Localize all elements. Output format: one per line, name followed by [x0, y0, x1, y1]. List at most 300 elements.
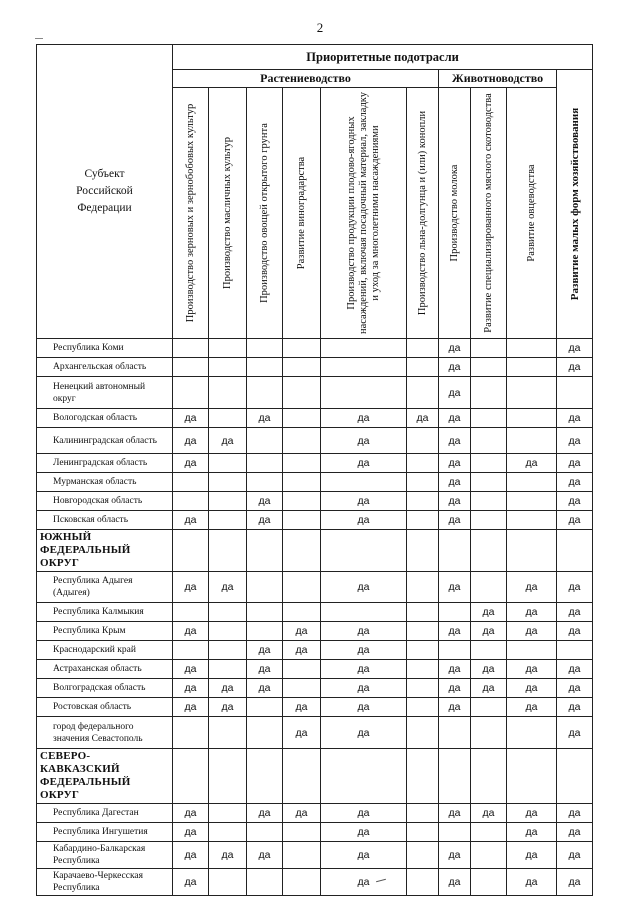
region-name: Астраханская область	[37, 660, 173, 679]
value-cell	[407, 473, 439, 492]
value-cell	[557, 377, 593, 409]
value-cell: да	[321, 511, 407, 530]
value-cell	[209, 409, 247, 428]
value-cell: да	[507, 698, 557, 717]
value-cell: да	[507, 603, 557, 622]
value-cell	[283, 511, 321, 530]
priority-subsectors-table	[36, 44, 593, 896]
value-cell	[407, 339, 439, 358]
value-cell	[209, 492, 247, 511]
value-cell: да	[471, 603, 507, 622]
table-row	[37, 622, 593, 641]
value-cell: да	[439, 698, 471, 717]
value-cell	[209, 717, 247, 749]
value-cell: да	[439, 454, 471, 473]
value-cell: да	[209, 842, 247, 869]
region-name: город федерального значения Севастополь	[37, 717, 173, 749]
value-cell: да	[173, 409, 209, 428]
value-cell	[321, 603, 407, 622]
value-cell	[283, 603, 321, 622]
table-row	[37, 511, 593, 530]
value-cell: да	[439, 622, 471, 641]
value-cell: да	[439, 358, 471, 377]
priority-subsectors-header: Приоритетные подотрасли	[173, 45, 593, 70]
value-cell	[471, 823, 507, 842]
column-header-text: Производство продукции плодово-ягодных насаждений, включая посадочный материал, закладку и уход за многолетними насаждениями	[345, 92, 381, 335]
value-cell	[283, 454, 321, 473]
value-cell	[247, 717, 283, 749]
value-cell	[283, 492, 321, 511]
value-cell: да	[471, 679, 507, 698]
value-cell: да	[557, 622, 593, 641]
value-cell	[507, 717, 557, 749]
value-cell	[173, 717, 209, 749]
value-cell: да	[439, 804, 471, 823]
value-cell: да	[209, 679, 247, 698]
value-cell	[321, 339, 407, 358]
region-name: Архангельская область	[37, 358, 173, 377]
value-cell: да	[507, 572, 557, 603]
value-cell: да	[507, 454, 557, 473]
value-cell	[283, 428, 321, 454]
value-cell: да	[247, 660, 283, 679]
table-row	[37, 454, 593, 473]
value-cell	[439, 749, 471, 804]
column-header-2	[209, 88, 247, 339]
value-cell	[407, 698, 439, 717]
value-cell	[209, 454, 247, 473]
value-cell: да	[439, 869, 471, 896]
region-name: Ленинградская область	[37, 454, 173, 473]
value-cell: да	[173, 823, 209, 842]
value-cell	[407, 823, 439, 842]
value-cell	[321, 530, 407, 572]
value-cell: да	[321, 842, 407, 869]
value-cell	[407, 622, 439, 641]
value-cell	[471, 358, 507, 377]
value-cell	[321, 749, 407, 804]
value-cell: да	[557, 572, 593, 603]
value-cell: да	[173, 454, 209, 473]
value-cell: да	[247, 511, 283, 530]
value-cell	[471, 572, 507, 603]
value-cell: да	[209, 428, 247, 454]
region-name: Республика Калмыкия	[37, 603, 173, 622]
value-cell	[247, 869, 283, 896]
page-number: 2	[316, 20, 324, 35]
column-header-text: Развитие малых форм хозяйствования	[568, 107, 581, 301]
value-cell	[507, 641, 557, 660]
value-cell: да	[173, 622, 209, 641]
value-cell	[247, 454, 283, 473]
value-cell	[507, 530, 557, 572]
value-cell: да	[173, 804, 209, 823]
table-row	[37, 339, 593, 358]
column-header-1	[173, 88, 209, 339]
region-name: Ненецкий автономный округ	[37, 377, 173, 409]
table-row	[37, 660, 593, 679]
value-cell	[283, 869, 321, 896]
value-cell: да	[557, 804, 593, 823]
value-cell	[247, 339, 283, 358]
value-cell: да	[439, 572, 471, 603]
region-name: Ростовская область	[37, 698, 173, 717]
value-cell	[507, 428, 557, 454]
table-row	[37, 572, 593, 603]
value-cell	[471, 530, 507, 572]
column-header-10	[557, 70, 593, 339]
value-cell: да	[173, 428, 209, 454]
value-cell: да	[557, 842, 593, 869]
value-cell: да	[507, 842, 557, 869]
value-cell: да	[557, 428, 593, 454]
value-cell: да	[439, 492, 471, 511]
value-cell: да	[283, 804, 321, 823]
value-cell: да	[439, 339, 471, 358]
value-cell	[209, 603, 247, 622]
value-cell	[557, 749, 593, 804]
value-cell	[407, 511, 439, 530]
column-header-text: Развитие овцеводства	[525, 164, 537, 262]
value-cell: да	[439, 679, 471, 698]
value-cell	[283, 358, 321, 377]
value-cell	[471, 428, 507, 454]
value-cell	[173, 377, 209, 409]
column-header-text: Развитие виноградарства	[295, 156, 307, 270]
column-header-text: Производство масличных культур	[221, 137, 233, 289]
value-cell: да	[321, 823, 407, 842]
value-cell: да	[321, 660, 407, 679]
value-cell	[439, 717, 471, 749]
value-cell: да	[247, 842, 283, 869]
value-cell	[283, 679, 321, 698]
region-name: Республика Крым	[37, 622, 173, 641]
value-cell	[209, 804, 247, 823]
scan-mark	[35, 38, 43, 39]
value-cell: да	[283, 622, 321, 641]
plant-growing-header: Растениеводство	[173, 70, 439, 88]
value-cell	[283, 409, 321, 428]
column-header-9	[507, 88, 557, 339]
district-row	[37, 530, 593, 572]
table-row	[37, 428, 593, 454]
value-cell: да	[557, 603, 593, 622]
value-cell	[247, 698, 283, 717]
value-cell	[471, 377, 507, 409]
value-cell: да	[507, 679, 557, 698]
value-cell	[173, 749, 209, 804]
column-header-text: Производство льна-долгунца и (или) конопли	[416, 110, 428, 316]
value-cell	[407, 428, 439, 454]
value-cell: да	[321, 454, 407, 473]
value-cell	[209, 641, 247, 660]
value-cell: да	[471, 622, 507, 641]
value-cell: да	[507, 660, 557, 679]
value-cell	[173, 603, 209, 622]
value-cell	[173, 492, 209, 511]
value-cell: да	[507, 804, 557, 823]
table-row	[37, 823, 593, 842]
table-row	[37, 842, 593, 869]
subject-header-line: Федерации	[77, 202, 132, 214]
region-name: Республика Коми	[37, 339, 173, 358]
value-cell: да	[283, 641, 321, 660]
value-cell: да	[247, 492, 283, 511]
value-cell	[471, 749, 507, 804]
value-cell	[209, 358, 247, 377]
column-header-8	[471, 88, 507, 339]
value-cell	[321, 377, 407, 409]
value-cell: да	[209, 698, 247, 717]
district-name: ЮЖНЫЙ ФЕДЕРАЛЬНЫЙ ОКРУГ	[37, 530, 173, 572]
value-cell	[471, 409, 507, 428]
value-cell	[283, 339, 321, 358]
value-cell	[209, 660, 247, 679]
value-cell: да	[321, 804, 407, 823]
value-cell: да	[173, 660, 209, 679]
table-row	[37, 377, 593, 409]
value-cell	[507, 492, 557, 511]
region-name: Карачаево-Черкесская Республика	[37, 869, 173, 896]
value-cell	[439, 823, 471, 842]
value-cell: да	[173, 869, 209, 896]
value-cell: да	[321, 679, 407, 698]
value-cell	[247, 530, 283, 572]
value-cell: да	[321, 572, 407, 603]
column-header-3	[247, 88, 283, 339]
value-cell	[407, 454, 439, 473]
value-cell: да	[557, 409, 593, 428]
region-name: Волгоградская область	[37, 679, 173, 698]
column-header-6	[407, 88, 439, 339]
value-cell: да	[283, 698, 321, 717]
value-cell: да	[321, 641, 407, 660]
value-cell	[407, 572, 439, 603]
value-cell	[247, 749, 283, 804]
value-cell	[209, 622, 247, 641]
value-cell: да	[247, 641, 283, 660]
value-cell	[507, 377, 557, 409]
value-cell	[471, 511, 507, 530]
table-row	[37, 717, 593, 749]
value-cell: да	[439, 377, 471, 409]
value-cell: да	[557, 358, 593, 377]
value-cell: да	[439, 660, 471, 679]
column-header-text: Производство зерновых и зернобобовых культур	[184, 103, 196, 323]
value-cell	[209, 377, 247, 409]
value-cell	[209, 511, 247, 530]
value-cell	[471, 698, 507, 717]
value-cell	[283, 572, 321, 603]
value-cell	[247, 428, 283, 454]
value-cell: да	[209, 572, 247, 603]
value-cell	[407, 869, 439, 896]
value-cell	[407, 603, 439, 622]
value-cell	[247, 603, 283, 622]
value-cell	[407, 660, 439, 679]
table-row	[37, 603, 593, 622]
value-cell	[173, 358, 209, 377]
value-cell	[507, 749, 557, 804]
region-name: Калининградская область	[37, 428, 173, 454]
column-header-text: Развитие специализированного мясного скотоводства	[482, 93, 494, 333]
value-cell	[209, 749, 247, 804]
value-cell: да	[321, 717, 407, 749]
value-cell	[209, 530, 247, 572]
region-name: Кабардино-Балкарская Республика	[37, 842, 173, 869]
value-cell	[407, 749, 439, 804]
value-cell: да	[557, 473, 593, 492]
value-cell: да	[557, 660, 593, 679]
value-cell: да	[557, 823, 593, 842]
table-row	[37, 492, 593, 511]
value-cell	[507, 511, 557, 530]
value-cell: да	[557, 717, 593, 749]
value-cell	[471, 339, 507, 358]
value-cell	[507, 339, 557, 358]
value-cell	[407, 530, 439, 572]
value-cell	[507, 473, 557, 492]
value-cell	[247, 622, 283, 641]
value-cell	[407, 641, 439, 660]
value-cell	[439, 603, 471, 622]
value-cell: да	[321, 409, 407, 428]
value-cell	[283, 823, 321, 842]
value-cell	[247, 377, 283, 409]
column-header-7	[439, 88, 471, 339]
value-cell	[247, 823, 283, 842]
value-cell	[283, 530, 321, 572]
value-cell	[321, 358, 407, 377]
value-cell: да	[247, 679, 283, 698]
value-cell: да	[439, 511, 471, 530]
value-cell	[283, 660, 321, 679]
value-cell	[209, 869, 247, 896]
value-cell	[439, 530, 471, 572]
value-cell	[471, 869, 507, 896]
value-cell	[471, 842, 507, 869]
table-row	[37, 641, 593, 660]
value-cell	[321, 473, 407, 492]
value-cell: да	[173, 511, 209, 530]
value-cell	[439, 641, 471, 660]
region-name: Новгородская область	[37, 492, 173, 511]
value-cell: да	[557, 869, 593, 896]
table-row	[37, 409, 593, 428]
value-cell	[471, 473, 507, 492]
table-row	[37, 804, 593, 823]
column-header-text: Производство овощей открытого грунта	[258, 123, 270, 303]
district-row	[37, 749, 593, 804]
value-cell	[247, 473, 283, 492]
region-name: Республика Ингушетия	[37, 823, 173, 842]
region-name: Краснодарский край	[37, 641, 173, 660]
subject-header	[37, 45, 173, 339]
value-cell	[283, 749, 321, 804]
region-name: Республика Адыгея (Адыгея)	[37, 572, 173, 603]
district-name: СЕВЕРО-КАВКАЗСКИЙ ФЕДЕРАЛЬНЫЙ ОКРУГ	[37, 749, 173, 804]
value-cell: да	[321, 428, 407, 454]
value-cell	[471, 492, 507, 511]
value-cell	[173, 530, 209, 572]
value-cell	[209, 473, 247, 492]
animal-husbandry-header: Животноводство	[439, 70, 557, 88]
value-cell	[557, 530, 593, 572]
value-cell: да	[557, 511, 593, 530]
value-cell: да	[173, 842, 209, 869]
value-cell: да	[507, 622, 557, 641]
value-cell: да	[439, 428, 471, 454]
table-body	[37, 339, 593, 896]
value-cell: да	[507, 869, 557, 896]
value-cell	[507, 409, 557, 428]
value-cell	[209, 823, 247, 842]
value-cell	[407, 492, 439, 511]
value-cell: да	[471, 660, 507, 679]
value-cell: да	[407, 409, 439, 428]
value-cell: да	[283, 717, 321, 749]
value-cell: да	[439, 842, 471, 869]
value-cell	[557, 641, 593, 660]
value-cell	[407, 842, 439, 869]
value-cell	[407, 679, 439, 698]
value-cell: да	[557, 698, 593, 717]
value-cell: да	[173, 698, 209, 717]
column-header-4	[283, 88, 321, 339]
value-cell: да	[173, 679, 209, 698]
value-cell: да	[321, 492, 407, 511]
region-name: Вологодская область	[37, 409, 173, 428]
column-header-text: Производство молока	[448, 164, 460, 262]
value-cell	[173, 339, 209, 358]
value-cell: да	[321, 698, 407, 717]
value-cell: да	[173, 572, 209, 603]
subject-header-line: Российской	[76, 185, 133, 197]
value-cell: да	[439, 473, 471, 492]
region-name: Псковская область	[37, 511, 173, 530]
value-cell: да	[471, 804, 507, 823]
value-cell	[173, 641, 209, 660]
value-cell	[407, 358, 439, 377]
value-cell	[471, 717, 507, 749]
value-cell: да	[557, 454, 593, 473]
region-name: Республика Дагестан	[37, 804, 173, 823]
table-row	[37, 869, 593, 896]
region-name: Мурманская область	[37, 473, 173, 492]
table-row	[37, 679, 593, 698]
value-cell: да	[247, 409, 283, 428]
value-cell	[283, 473, 321, 492]
subject-header-line: Субъект	[84, 168, 125, 180]
table-row	[37, 473, 593, 492]
value-cell	[407, 377, 439, 409]
value-cell	[283, 377, 321, 409]
value-cell	[247, 358, 283, 377]
value-cell	[471, 641, 507, 660]
value-cell	[247, 572, 283, 603]
value-cell: да	[507, 823, 557, 842]
value-cell: да	[557, 492, 593, 511]
value-cell: да	[321, 869, 407, 896]
table-row	[37, 358, 593, 377]
value-cell	[407, 717, 439, 749]
value-cell: да	[557, 339, 593, 358]
value-cell	[173, 473, 209, 492]
value-cell: да	[439, 409, 471, 428]
value-cell	[407, 804, 439, 823]
value-cell	[283, 842, 321, 869]
table-row	[37, 698, 593, 717]
